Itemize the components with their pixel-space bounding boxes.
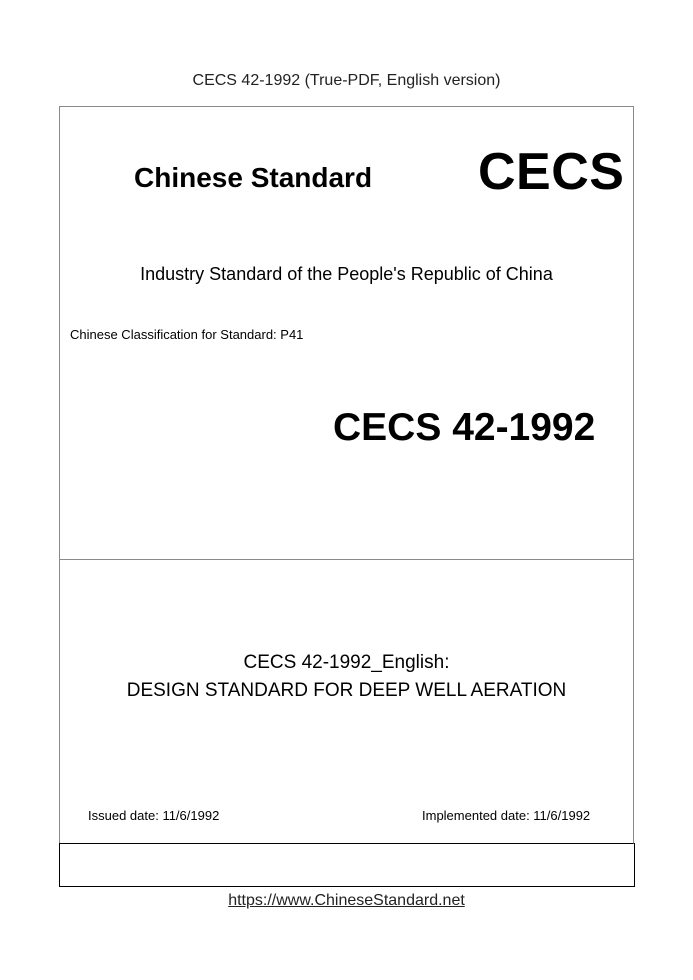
chinese-standard-heading: Chinese Standard: [134, 162, 373, 193]
implemented-date: Implemented date: 11/6/1992: [422, 808, 591, 823]
standard-number: CECS 42-1992: [333, 406, 596, 449]
footer-website-link[interactable]: https://www.ChineseStandard.net: [228, 892, 465, 909]
cover-bottom-frame: [59, 843, 635, 887]
issued-date: Issued date: 11/6/1992: [88, 808, 220, 823]
cecs-brand-mark: CECS: [478, 143, 625, 201]
document-title-line-2: DESIGN STANDARD FOR DEEP WELL AERATION: [126, 680, 567, 701]
classification-text: Chinese Classification for Standard: P41: [70, 327, 304, 342]
document-title-line-1: CECS 42-1992_English:: [243, 652, 450, 673]
industry-standard-line: Industry Standard of the People's Republic of China: [140, 264, 553, 284]
page-header-title: CECS 42-1992 (True-PDF, English version): [192, 72, 501, 89]
